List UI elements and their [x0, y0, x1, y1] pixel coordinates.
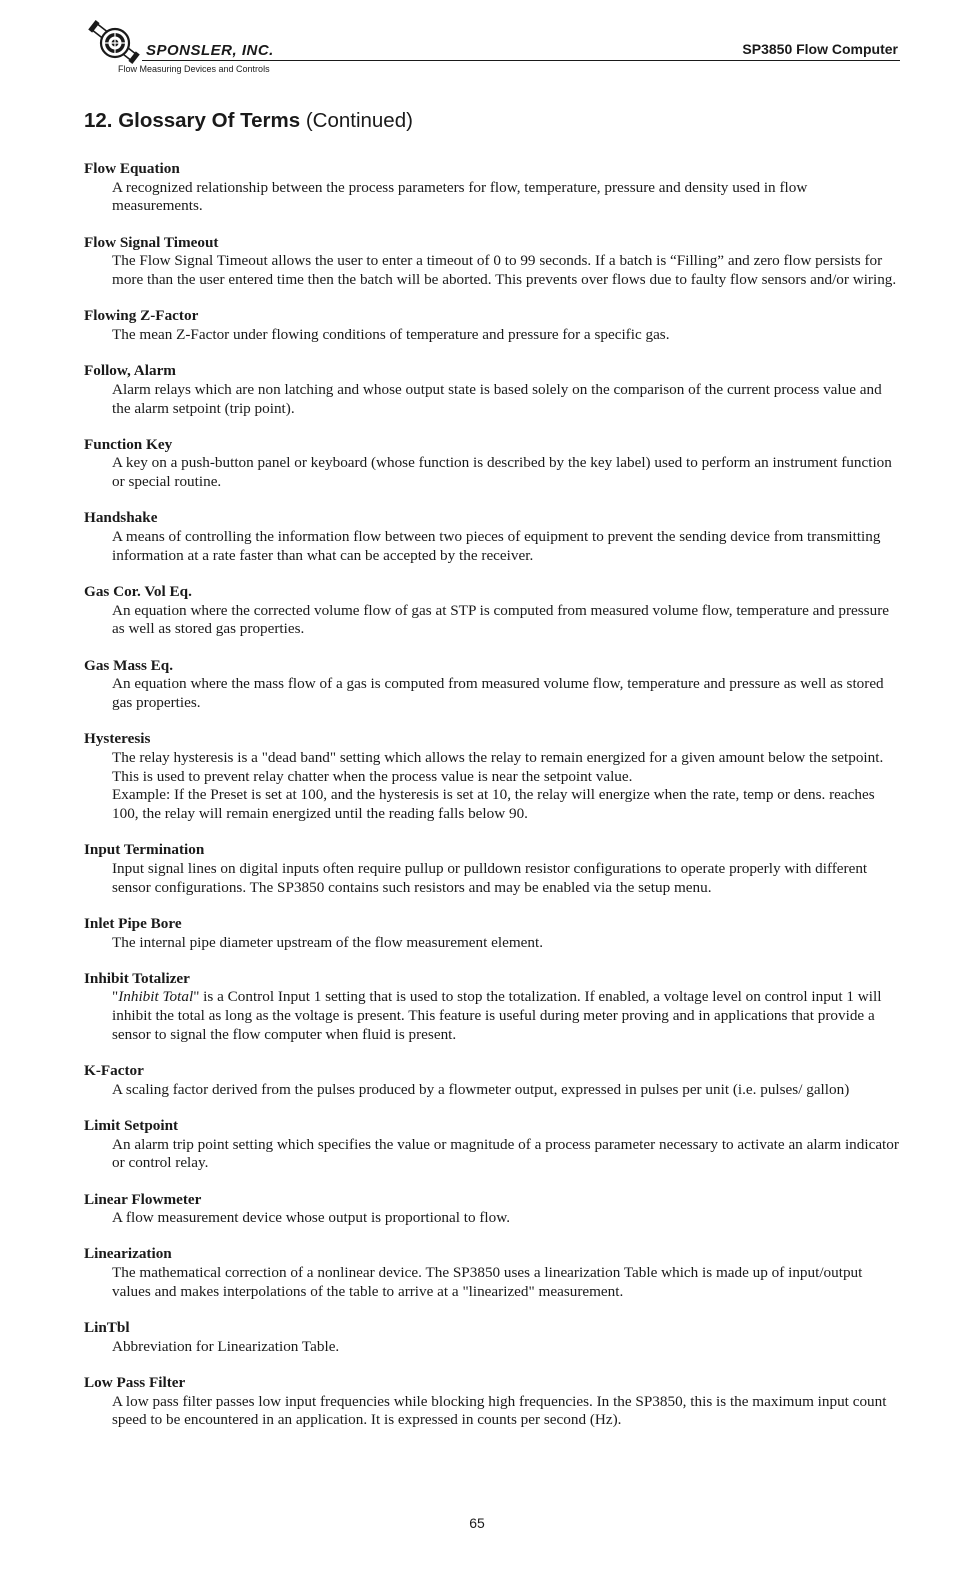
glossary-definition: The mathematical correction of a nonlinear device. The SP3850 uses a linearization Table which is made up of input/output values and makes interpolations of the table to arrive at a "linearized" measurement.	[112, 1264, 863, 1300]
section-title: 12. Glossary Of Terms	[84, 109, 301, 132]
glossary-entry	[84, 583, 900, 639]
glossary-entry	[84, 657, 900, 713]
glossary-term: Low Pass Filter	[84, 1373, 186, 1391]
definition-quote-open: "	[112, 988, 119, 1006]
glossary-definition: An equation where the mass flow of a gas is computed from measured volume flow, temperature and pressure as well as stored gas properties.	[112, 675, 884, 711]
glossary-term: Flowing Z-Factor	[84, 307, 199, 325]
glossary-term: Inhibit Totalizer	[84, 969, 190, 987]
company-tagline: Flow Measuring Devices and Controls	[118, 64, 270, 74]
glossary-term: Follow, Alarm	[84, 362, 176, 380]
glossary-entry	[84, 307, 900, 344]
definition-text: " is a Control Input 1 setting that is used to stop the totalization. If enabled, a voltage level on control input 1 will inhibit the total as long as the voltage is present. This feature is useful during meter proving and in applications that provide a sensor to signal the flow computer when fluid is present.	[112, 988, 882, 1043]
glossary-definition: Alarm relays which are non latching and whose output state is based solely on the comparison of the current process value and the alarm setpoint (trip point).	[112, 380, 882, 417]
page-title	[84, 109, 413, 133]
glossary-entry	[84, 730, 900, 824]
definition-emphasis: Inhibit Total	[118, 988, 194, 1006]
glossary-entry	[84, 1117, 900, 1173]
glossary-entry	[84, 362, 900, 418]
glossary-term: Linearization	[84, 1245, 172, 1263]
product-title: SP3850 Flow Computer	[742, 41, 898, 57]
glossary-term: Gas Cor. Vol Eq.	[84, 582, 192, 600]
glossary-term: Linear Flowmeter	[84, 1190, 202, 1208]
page-number: 65	[469, 1515, 485, 1531]
glossary-definition	[84, 988, 900, 1044]
glossary-entry	[84, 234, 900, 290]
glossary-definition: A flow measurement device whose output is proportional to flow.	[112, 1209, 511, 1227]
glossary-term: Limit Setpoint	[84, 1116, 179, 1134]
section-title-suffix: (Continued)	[300, 109, 413, 132]
glossary-entry	[84, 841, 900, 897]
glossary-definition: Input signal lines on digital inputs often require pullup or pulldown resistor configurations to operate properly with different sensor configurations. The SP3850 contains such resistors and may be enabled via the setup menu.	[112, 859, 868, 896]
glossary-term: Inlet Pipe Bore	[84, 914, 182, 932]
company-name: SPONSLER, INC.	[146, 42, 274, 59]
glossary-definition: Abbreviation for Linearization Table.	[112, 1337, 340, 1355]
glossary-entry	[84, 1374, 900, 1430]
glossary-entry	[84, 509, 900, 565]
glossary-definition: A means of controlling the information flow between two pieces of equipment to prevent the sending device from transmitting information at a rate faster than what can be accepted by the receiver.	[112, 528, 881, 564]
glossary-term: LinTbl	[84, 1319, 130, 1337]
glossary-term: Input Termination	[84, 841, 205, 859]
glossary-entry	[84, 970, 900, 1045]
header-rule	[142, 60, 900, 61]
flowmeter-logo-icon	[84, 18, 146, 66]
glossary-term: Hysteresis	[84, 730, 151, 748]
glossary-entry	[84, 1062, 900, 1099]
glossary-term: Function Key	[84, 435, 173, 453]
glossary-definition: An equation where the corrected volume flow of gas at STP is computed from measured volume flow, temperature and pressure as well as stored gas properties.	[112, 601, 889, 638]
glossary-definition: A recognized relationship between the process parameters for flow, temperature, pressure and density used in flow measurements.	[112, 178, 808, 215]
glossary-entry	[84, 160, 900, 216]
glossary-entry	[84, 1319, 900, 1356]
glossary-definition: A scaling factor derived from the pulses produced by a flowmeter output, expressed in pulses per unit (i.e. pulses/ gallon)	[112, 1080, 850, 1098]
glossary-definition: A low pass filter passes low input frequencies while blocking high frequencies. In the SP3850, this is the maximum input count speed to be encountered in an application. It is expressed in counts per second (Hz).	[112, 1392, 887, 1429]
glossary-term: Flow Equation	[84, 160, 180, 177]
glossary-definition: The relay hysteresis is a "dead band" setting which allows the relay to remain energized for a given amount below the setpoint. This is used to prevent relay chatter when the process value is near the setpoint value.	[112, 748, 884, 785]
glossary-entry	[84, 1191, 900, 1228]
glossary-entry	[84, 915, 900, 952]
glossary-definition: The mean Z-Factor under flowing conditions of temperature and pressure for a specific gas.	[112, 325, 670, 343]
glossary-term: K-Factor	[84, 1062, 144, 1080]
glossary-entry	[84, 436, 900, 492]
glossary-definition: The Flow Signal Timeout allows the user to enter a timeout of 0 to 99 seconds. If a batch is “Filling” and zero flow persists for more than the user entered time then the batch will be aborted. This prevents over flows due to faulty flow sensors and/or wiring.	[112, 252, 897, 289]
page-header	[84, 18, 900, 76]
glossary-definition: A key on a push-button panel or keyboard (whose function is described by the key label) used to perform an instrument function or special routine.	[112, 454, 892, 491]
glossary-entry	[84, 1245, 900, 1301]
glossary-term: Handshake	[84, 509, 158, 527]
glossary-definition: The internal pipe diameter upstream of the flow measurement element.	[112, 933, 543, 951]
glossary-definition: An alarm trip point setting which specifies the value or magnitude of a process parameter necessary to activate an alarm indicator or control relay.	[112, 1135, 899, 1172]
glossary-term: Gas Mass Eq.	[84, 656, 174, 674]
glossary-term: Flow Signal Timeout	[84, 233, 219, 251]
glossary-list	[84, 160, 900, 1448]
glossary-definition-example: Example: If the Preset is set at 100, and the hysteresis is set at 10, the relay will energize when the rate, temp or dens. reaches 100, the relay will remain energized until the reading falls below 90.	[112, 786, 875, 822]
